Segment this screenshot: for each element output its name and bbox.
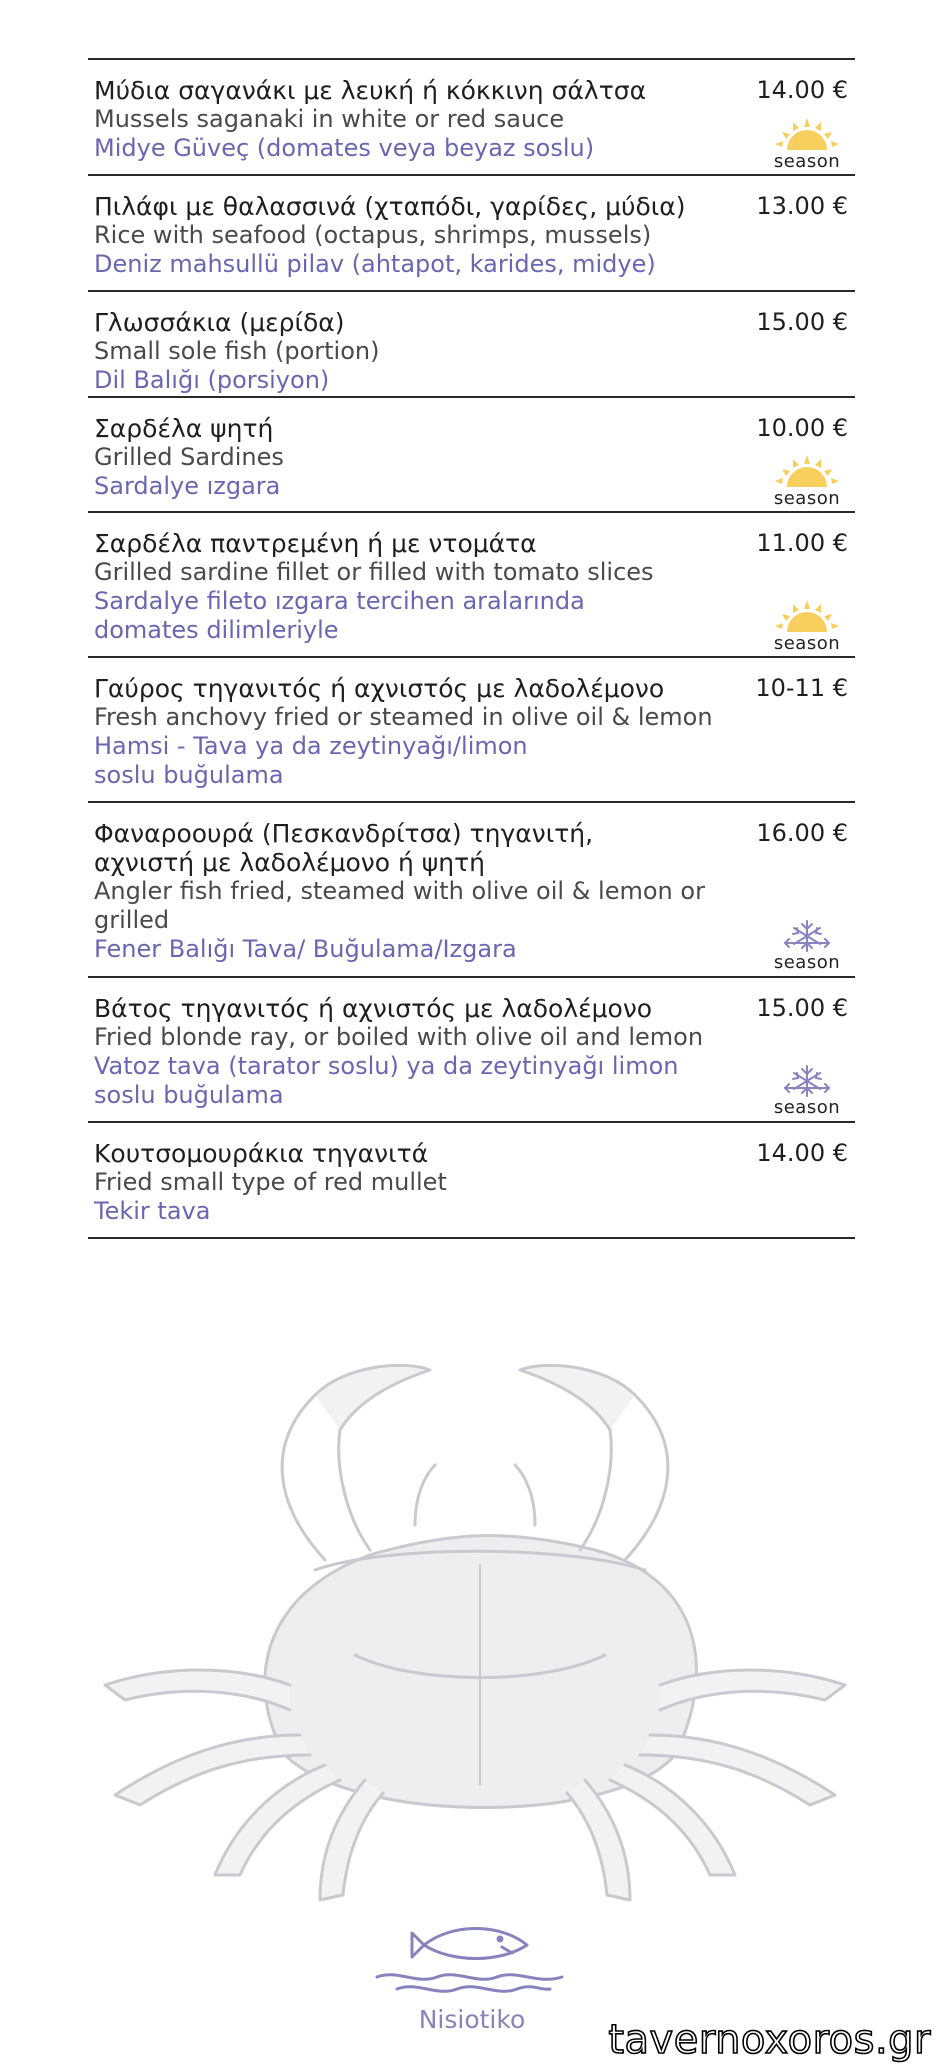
menu-item xyxy=(88,513,855,658)
menu-item xyxy=(88,803,855,978)
summer-season-badge xyxy=(769,451,845,509)
price: 13.00 € xyxy=(756,192,848,220)
english-name: Grilled Sardines xyxy=(94,443,284,471)
season-label: season xyxy=(773,633,841,654)
menu-list xyxy=(88,58,855,1239)
english-name: Angler fish fried, steamed with olive oil & lemon or grilled xyxy=(94,877,705,934)
nisiotiko-logo xyxy=(372,1915,572,2035)
fish-waves-icon xyxy=(372,1915,572,2003)
price: 14.00 € xyxy=(756,1139,848,1167)
winter-season-badge xyxy=(769,1060,845,1118)
sun-icon xyxy=(769,596,845,636)
price: 15.00 € xyxy=(756,308,848,336)
greek-name: Μύδια σαγανάκι με λευκή ή κόκκινη σάλτσα xyxy=(94,76,647,105)
winter-season-badge xyxy=(769,915,845,973)
season-label: season xyxy=(773,952,841,973)
watermark: tavernoxoros.gr xyxy=(608,2017,931,2063)
summer-season-badge xyxy=(769,596,845,654)
greek-name: Κουτσομουράκια τηγανιτά xyxy=(94,1139,429,1168)
sun-icon xyxy=(769,114,845,154)
english-name: Small sole fish (portion) xyxy=(94,337,380,365)
turkish-name: Dil Balığı (porsiyon) xyxy=(94,366,330,394)
turkish-name: Sardalye fileto ızgara tercihen aralarında domates dilimleriyle xyxy=(94,587,585,644)
season-label: season xyxy=(773,488,841,509)
price: 14.00 € xyxy=(756,76,848,104)
logo-name: Nisiotiko xyxy=(418,2005,526,2034)
menu-item xyxy=(88,176,855,292)
price: 10-11 € xyxy=(755,674,848,702)
greek-name: Γλωσσάκια (μερίδα) xyxy=(94,308,345,337)
summer-season-badge xyxy=(769,114,845,172)
price: 10.00 € xyxy=(756,414,848,442)
menu-item xyxy=(88,978,855,1123)
turkish-name: Tekir tava xyxy=(94,1197,211,1225)
snowflake-icon xyxy=(769,915,845,955)
turkish-name: Hamsi - Tava ya da zeytinyağı/limon soslu buğulama xyxy=(94,732,528,789)
greek-name: Γαύρος τηγανιτός ή αχνιστός με λαδολέμονο xyxy=(94,674,665,703)
snowflake-icon xyxy=(769,1060,845,1100)
price: 16.00 € xyxy=(756,819,848,847)
english-name: Grilled sardine fillet or filled with tomato slices xyxy=(94,558,654,586)
sun-icon xyxy=(769,451,845,491)
turkish-name: Fener Balığı Tava/ Buğulama/Izgara xyxy=(94,935,517,963)
turkish-name: Deniz mahsullü pilav (ahtapot, karides, midye) xyxy=(94,250,656,278)
english-name: Fried small type of red mullet xyxy=(94,1168,447,1196)
menu-item xyxy=(88,658,855,803)
price: 11.00 € xyxy=(756,529,848,557)
menu-item xyxy=(88,1123,855,1239)
crab-illustration xyxy=(85,1355,865,1915)
menu-item xyxy=(88,398,855,513)
turkish-name: Sardalye ızgara xyxy=(94,472,281,500)
english-name: Rice with seafood (octapus, shrimps, mussels) xyxy=(94,221,652,249)
season-label: season xyxy=(773,1097,841,1118)
price: 15.00 € xyxy=(756,994,848,1022)
menu-item xyxy=(88,60,855,176)
greek-name: Σαρδέλα παντρεμένη ή με ντομάτα xyxy=(94,529,537,558)
greek-name: Φαναροουρά (Πεσκανδρίτσα) τηγανιτή, αχνιστή με λαδολέμονο ή ψητή xyxy=(94,819,594,877)
turkish-name: Vatoz tava (tarator soslu) ya da zeytinyağı limon soslu buğulama xyxy=(94,1052,679,1109)
menu-item xyxy=(88,292,855,398)
english-name: Mussels saganaki in white or red sauce xyxy=(94,105,565,133)
english-name: Fresh anchovy fried or steamed in olive oil & lemon xyxy=(94,703,713,731)
greek-name: Βάτος τηγανιτός ή αχνιστός με λαδολέμονο xyxy=(94,994,653,1023)
season-label: season xyxy=(773,151,841,172)
greek-name: Πιλάφι με θαλασσινά (χταπόδι, γαρίδες, μύδια) xyxy=(94,192,686,221)
english-name: Fried blonde ray, or boiled with olive oil and lemon xyxy=(94,1023,704,1051)
greek-name: Σαρδέλα ψητή xyxy=(94,414,274,443)
turkish-name: Midye Güveç (domates veya beyaz soslu) xyxy=(94,134,595,162)
